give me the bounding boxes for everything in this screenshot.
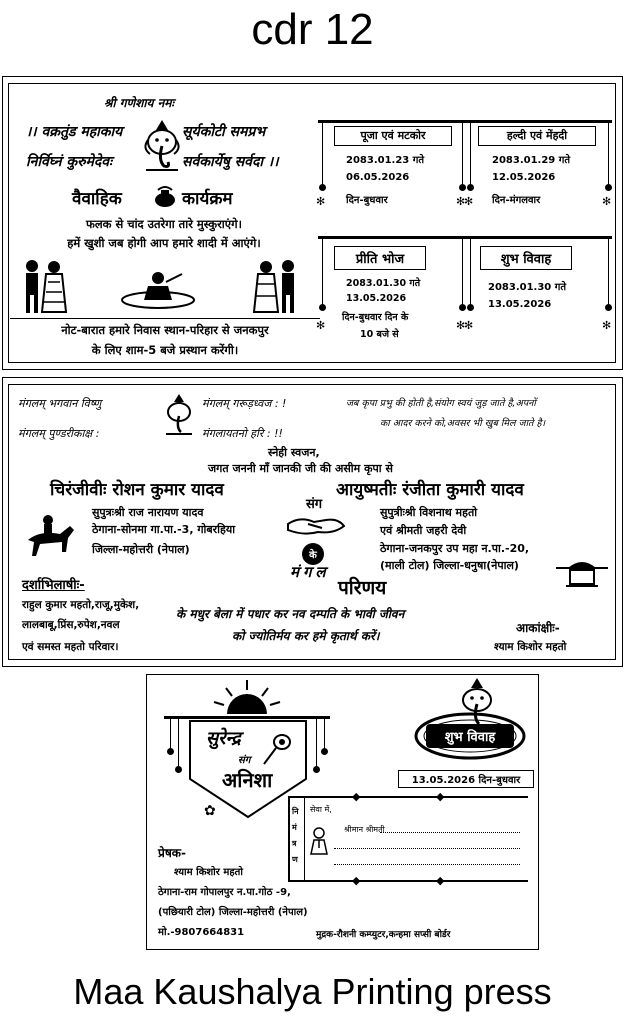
mantra-line-3: मंगलम् पुण्डरीकाक्ष : — [18, 427, 100, 440]
flower-icon: ✻ — [456, 195, 466, 208]
flower-icon: ✻ — [316, 319, 326, 332]
ke-text: के — [309, 550, 317, 561]
note-line-2: के लिए शाम-5 बजे प्रस्थान करेंगी। — [91, 343, 239, 357]
kalash-icon — [150, 184, 180, 208]
envelope-sang-text: संग — [238, 755, 251, 766]
flower-icon: ◆ — [352, 874, 361, 887]
bride-parent-1: सुपुत्रीःश्री विशनाथ महतो — [380, 506, 478, 519]
bride-name: आयुष्मतीः रंजीता कुमारी यादव — [336, 480, 524, 500]
event-3-bs-date: 2083.01.30 गते — [346, 278, 421, 289]
seva-me-text: सेवा में, — [310, 805, 332, 814]
bride-parent-2: एवं श्रीमती जहरी देवी — [380, 524, 467, 537]
sender-title: प्रेषक- — [158, 846, 186, 860]
shloka-line-3: सूर्यकोटी समप्रभ — [182, 124, 266, 140]
quote-line-2: का आदर करने को,अवसर भी खुब मिल जाते है। — [380, 418, 546, 429]
horse-rider-icon — [20, 512, 80, 562]
invite-line-2: को ज्योतिर्मय कर हमे कृतार्थ करें। — [232, 629, 380, 643]
groom-name: चिरंजीवीः रोशन कुमार यादव — [50, 480, 224, 500]
mantra-line-2: मंगलम् गरूड़ध्वज : ! — [202, 397, 287, 410]
flower-icon: ✿ — [204, 803, 216, 819]
invite-line-1: के मधुर बेला में पधार कर नव दम्पति के भावी जीवन — [176, 607, 405, 621]
flower-icon: ✻ — [602, 319, 612, 332]
event-3-rail — [318, 236, 466, 239]
address-line-2[interactable] — [334, 848, 520, 849]
bride-address-1: ठेगाना-जनकपुर उप महा न.पा.-20, — [380, 542, 530, 555]
address-line-3[interactable] — [334, 864, 520, 865]
event-2-ad-date: 12.05.2026 — [492, 172, 556, 183]
flower-icon: ✻ — [464, 195, 474, 208]
greeting-text: स्नेही स्वजन, — [268, 446, 320, 459]
event-1-day: दिन-बुधवार — [346, 195, 388, 206]
quote-line-1: जब कृपा प्रभु की होती है,संयोग स्वयं जुड़ जाते है,अपनों — [346, 398, 536, 409]
ganesha-icon — [140, 116, 184, 174]
envelope-bride-name: अनिशा — [222, 768, 273, 792]
darshan-line-3: एवं समस्त महतो परिवार। — [22, 641, 119, 653]
flower-icon: ◆ — [352, 790, 361, 803]
address-left-rule — [288, 796, 290, 880]
musician-icon — [118, 270, 198, 310]
groom-address-2: जिल्ला-महोत्तरी (नेपाल) — [92, 543, 190, 556]
event-4-rail — [466, 236, 612, 239]
program-title-right: कार्यक्रम — [182, 189, 233, 209]
parinay-text: परिणय — [338, 577, 387, 599]
event-1-rail — [318, 120, 466, 123]
akanksha-name: श्याम किशोर महतो — [494, 641, 567, 653]
printer-credit: मुद्रक-रौशनी कम्प्युटर,कन्हमा सप्सी बोर्डर — [316, 930, 451, 940]
joined-hands-icon — [286, 510, 346, 540]
mangal-text: मंगल — [290, 563, 330, 581]
darshan-line-1: राहुल कुमार महतो,राजू,मुकेश, — [22, 599, 140, 611]
nimantran-char-2: मं — [292, 823, 297, 832]
event-2-bs-date: 2083.01.29 गते — [492, 155, 571, 166]
groom-parent: सुपुत्रःश्री राज नारायण यादव — [92, 506, 204, 519]
badge-text: शुभ विवाह — [444, 730, 496, 745]
nimantran-char-3: त्र — [292, 839, 297, 848]
akanksha-title: आकांक्षीः- — [516, 621, 560, 635]
flower-icon: ✻ — [464, 319, 474, 332]
event-2-day: दिन-मंगलवार — [492, 195, 541, 206]
bride-address-2: (माली टोल) जिल्ला-धनुषा(नेपाल) — [380, 559, 519, 572]
couplet-line-2: हमें खुशी जब होगी आप हमारे शादी में आएंगे। — [67, 236, 261, 250]
shloka-line-1: ।। वक्रतुंड महाकाय — [26, 124, 123, 140]
shloka-line-4: सर्वकार्येषु सर्वदा ।। — [182, 154, 279, 170]
flower-icon: ✻ — [316, 195, 326, 208]
program-title-left: वैवाहिक — [72, 189, 122, 209]
envelope-groom-name: सुरेन्द्र — [206, 728, 241, 749]
note-divider — [10, 318, 320, 319]
couplet-line-1: फलक से चांद उतरेगा तारे मुस्कुराएंगे। — [86, 217, 242, 231]
address-bottom-rule — [288, 880, 528, 882]
event-3-ad-date: 13.05.2026 — [346, 293, 407, 304]
address-top-rule — [288, 796, 528, 798]
darshan-title: दर्शाभिलाषीः- — [22, 578, 85, 593]
event-4-bs-date: 2083.01.30 गते — [488, 282, 567, 293]
sender-address-2: (पछियारी टोल) जिल्ला-महोत्तरी (नेपाल) — [158, 907, 308, 918]
event-1-bs-date: 2083.01.23 गते — [346, 155, 425, 166]
sender-address-1: ठेगाना-राम गोपालपुर न.पा.गोठ -9, — [158, 887, 291, 898]
address-line-1[interactable] — [380, 832, 520, 833]
flower-icon: ◆ — [436, 790, 445, 803]
sun-icon — [212, 680, 282, 716]
page-title: cdr 12 — [251, 5, 374, 54]
press-name: Maa Kaushalya Printing press — [73, 971, 552, 1012]
darshan-line-2: लालबाबू,प्रिंस,रुपेश,नवल — [22, 619, 120, 631]
event-1-name: पूजा एवं मटकोर — [360, 129, 426, 142]
mantra-line-4: मंगलायतनो हरि : !! — [202, 427, 283, 440]
ganesha-icon — [160, 392, 198, 438]
flower-icon: ✻ — [456, 319, 466, 332]
envelope-date: 13.05.2026 दिन-बुधवार — [411, 775, 521, 786]
flower-icon: ◆ — [436, 874, 445, 887]
event-3-name: प्रीति भोज — [355, 252, 405, 267]
nimantran-char-1: नि — [292, 807, 299, 816]
groom-bride-figure-left-icon — [18, 258, 68, 314]
flower-icon: ✻ — [602, 195, 612, 208]
nimantran-char-4: ण — [292, 855, 298, 864]
event-2-rail — [466, 120, 612, 123]
sang-text: संग — [306, 497, 323, 512]
groom-address-1: ठेगाना-सोनमा गा.पा.-3, गोबरहिया — [92, 523, 236, 536]
shloka-line-2: निर्विघ्नं कुरुमेदेवः — [26, 154, 112, 170]
namaste-icon — [308, 826, 330, 856]
event-3-day: दिन-बुधवार दिन के — [342, 312, 409, 323]
event-1-ad-date: 06.05.2026 — [346, 172, 410, 183]
groom-bride-figure-right-icon — [252, 258, 302, 314]
shriman-text: श्रीमान श्रीमती — [344, 825, 385, 834]
peacock-feather-icon — [262, 732, 292, 766]
note-line-1: नोट-बारात हमारे निवास स्थान-परिहार से जनकपुर — [61, 323, 269, 337]
doli-icon — [556, 560, 608, 590]
event-3-time: 10 बजे से — [360, 329, 399, 340]
event-4-ad-date: 13.05.2026 — [488, 299, 552, 310]
mantra-line-1: मंगलम् भगवान विष्णु — [18, 397, 102, 410]
blessing-text: जगत जननी माँ जानकी जी की असीम कृपा से — [208, 462, 393, 475]
sender-phone: मो.-9807664831 — [158, 927, 245, 938]
sender-name: श्याम किशोर महतो — [174, 867, 243, 878]
invocation-text: श्री गणेशाय नमः — [104, 96, 174, 110]
event-4-name: शुभ विवाह — [500, 252, 552, 267]
event-2-name: हल्दी एवं मेंहदी — [506, 129, 568, 142]
address-inner-rule — [304, 796, 305, 880]
